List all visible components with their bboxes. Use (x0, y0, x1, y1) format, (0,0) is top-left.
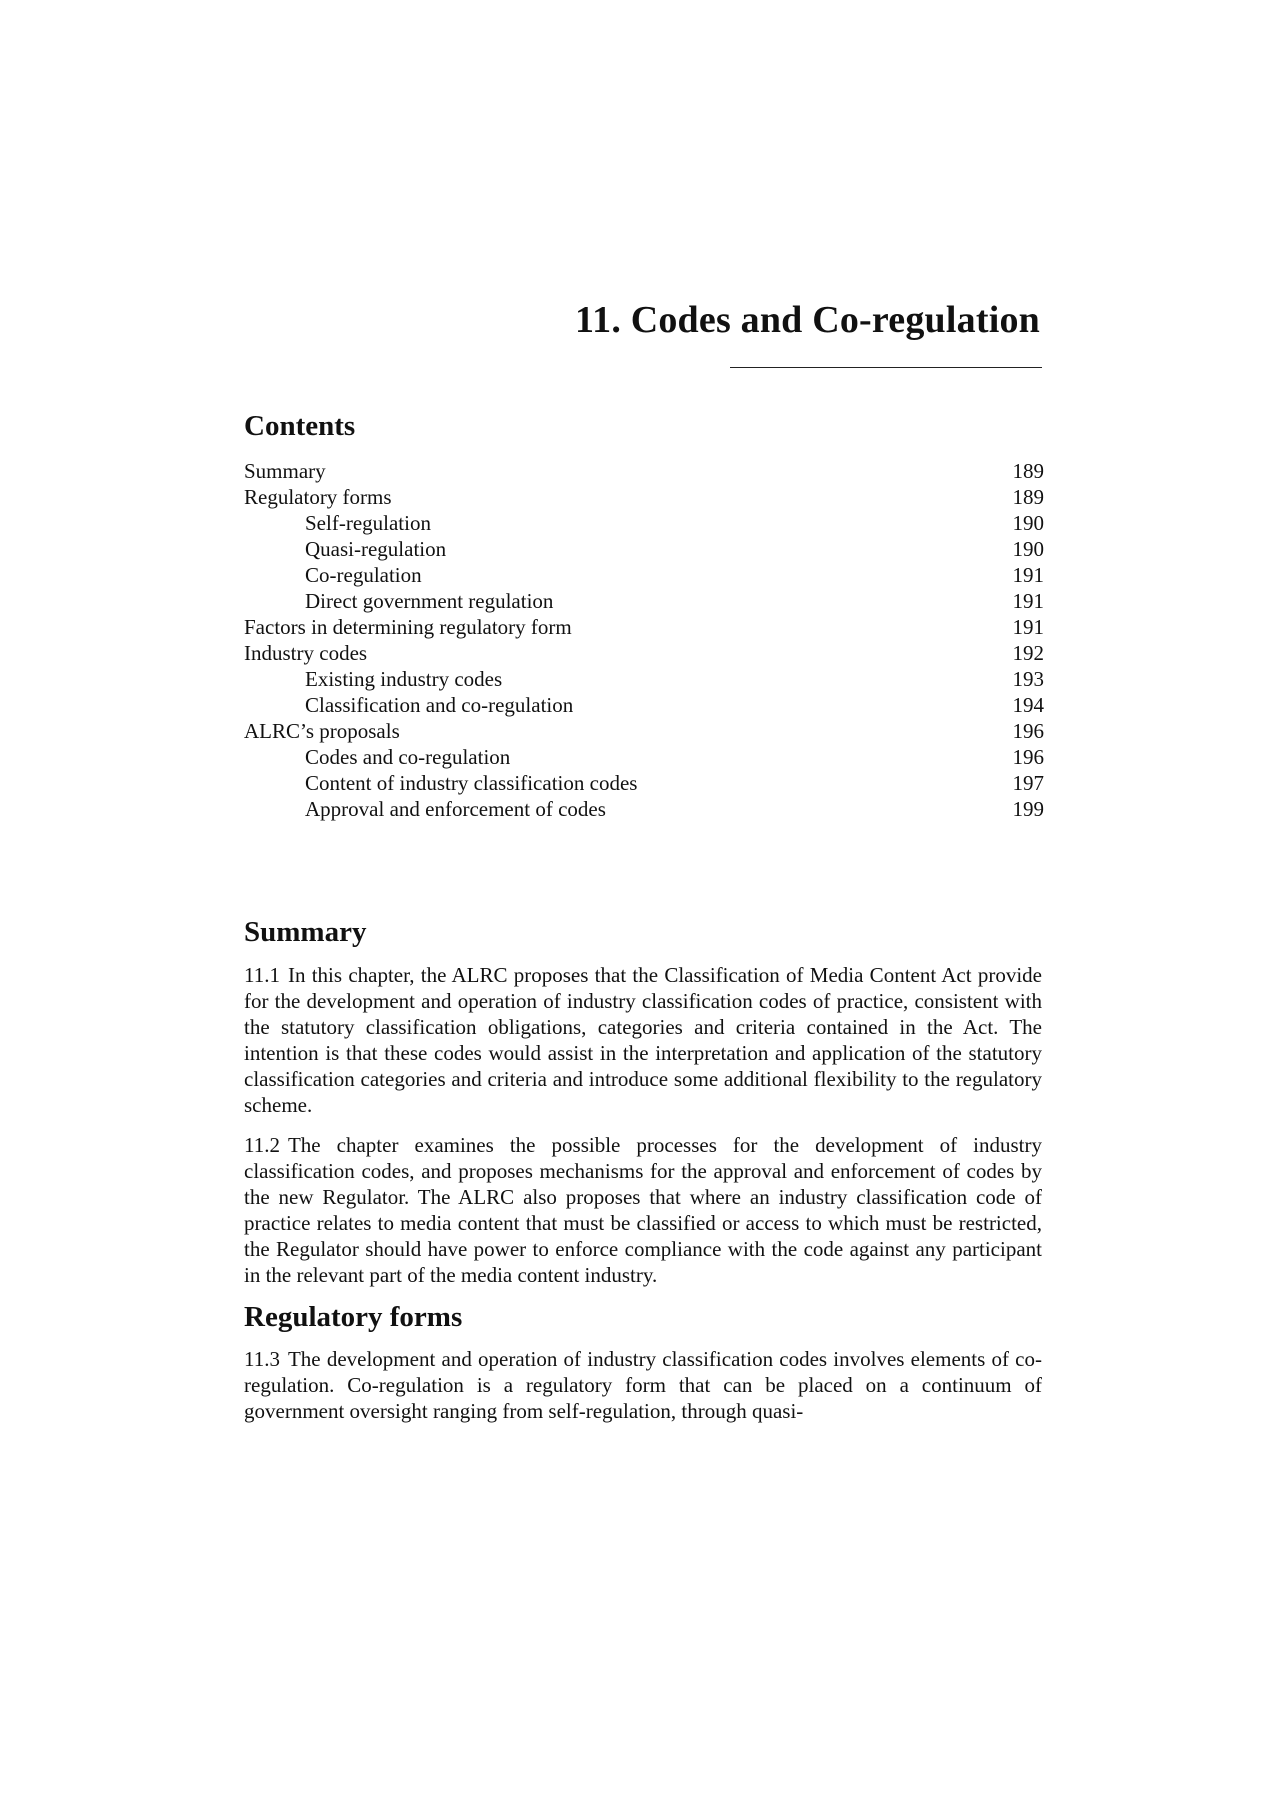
toc-entry-page: 191 (1012, 615, 1044, 639)
toc-entry[interactable] (244, 796, 1044, 822)
toc-entry[interactable] (244, 562, 1044, 588)
toc-entry[interactable] (244, 718, 1044, 744)
toc-entry[interactable] (244, 484, 1044, 510)
paragraph-11-3 (244, 1346, 1042, 1424)
toc-entry[interactable] (244, 692, 1044, 718)
toc-entry-page: 191 (1012, 563, 1044, 587)
toc-entry-label: Approval and enforcement of codes (305, 797, 606, 821)
toc-entry-page: 196 (1012, 745, 1044, 769)
contents-heading: Contents (244, 410, 356, 442)
toc-entry-label: Codes and co-regulation (305, 745, 511, 769)
paragraph-text: The development and operation of industry classification codes involves elements of co-regulation. Co-regulation is a regulatory form that can be placed on a continuum of government oversight ranging from self-regulation, through quasi- (244, 1347, 1042, 1423)
toc-entry-label: Classification and co-regulation (305, 693, 574, 717)
toc-entry-page: 194 (1012, 693, 1044, 717)
title-rule (730, 367, 1042, 368)
toc-entry[interactable] (244, 588, 1044, 614)
toc-entry-label: Co-regulation (305, 563, 422, 587)
toc-entry-label: Self-regulation (305, 511, 431, 535)
toc-entry[interactable] (244, 744, 1044, 770)
toc-entry[interactable] (244, 536, 1044, 562)
toc-entry-label: Quasi-regulation (305, 537, 447, 561)
chapter-title: 11. Codes and Co-regulation (575, 299, 1040, 341)
toc-entry-label: Summary (244, 459, 326, 483)
toc-entry-label: Content of industry classification codes (305, 771, 638, 795)
summary-heading: Summary (244, 916, 367, 948)
paragraph-text: The chapter examines the possible processes for the development of industry classification codes, and proposes mechanisms for the approval and enforcement of codes by the new Regulator. The ALRC also proposes that where an industry classification code of practice relates to media content that must be classified or access to which must be restricted, the Regulator should have power to enforce compliance with the code against any participant in the relevant part of the media content industry. (244, 1133, 1042, 1287)
paragraph-text: In this chapter, the ALRC proposes that the Classification of Media Content Act provide for the development and operation of industry classification codes of practice, consistent with the statutory classification obligations, categories and criteria contained in the Act. The intention is that these codes would assist in the interpretation and application of the statutory classification categories and criteria and introduce some additional flexibility to the regulatory scheme. (244, 963, 1042, 1117)
toc-entry-page: 196 (1012, 719, 1044, 743)
regulatory-forms-heading: Regulatory forms (244, 1301, 463, 1333)
toc-entry[interactable] (244, 458, 1044, 484)
toc-entry-label: Regulatory forms (244, 485, 392, 509)
toc-entry-label: Direct government regulation (305, 589, 554, 613)
paragraph-11-1 (244, 962, 1042, 1118)
toc-entry-page: 189 (1012, 459, 1044, 483)
toc-entry-label: Existing industry codes (305, 667, 503, 691)
paragraph-number: 11.3 (244, 1347, 280, 1371)
toc-entry-page: 192 (1012, 641, 1044, 665)
toc-entry-page: 190 (1012, 537, 1044, 561)
paragraph-number: 11.1 (244, 963, 280, 987)
toc-entry-page: 197 (1012, 771, 1044, 795)
table-of-contents (244, 458, 1044, 822)
toc-entry[interactable] (244, 640, 1044, 666)
toc-entry-label: Factors in determining regulatory form (244, 615, 572, 639)
toc-entry-page: 189 (1012, 485, 1044, 509)
toc-entry-page: 199 (1012, 797, 1044, 821)
toc-entry-label: ALRC’s proposals (244, 719, 400, 743)
toc-entry-page: 191 (1012, 589, 1044, 613)
toc-entry[interactable] (244, 510, 1044, 536)
toc-entry-page: 190 (1012, 511, 1044, 535)
toc-entry-page: 193 (1012, 667, 1044, 691)
toc-entry[interactable] (244, 666, 1044, 692)
paragraph-11-2 (244, 1132, 1042, 1288)
toc-entry[interactable] (244, 614, 1044, 640)
toc-entry-label: Industry codes (244, 641, 368, 665)
toc-entry[interactable] (244, 770, 1044, 796)
paragraph-number: 11.2 (244, 1133, 280, 1157)
